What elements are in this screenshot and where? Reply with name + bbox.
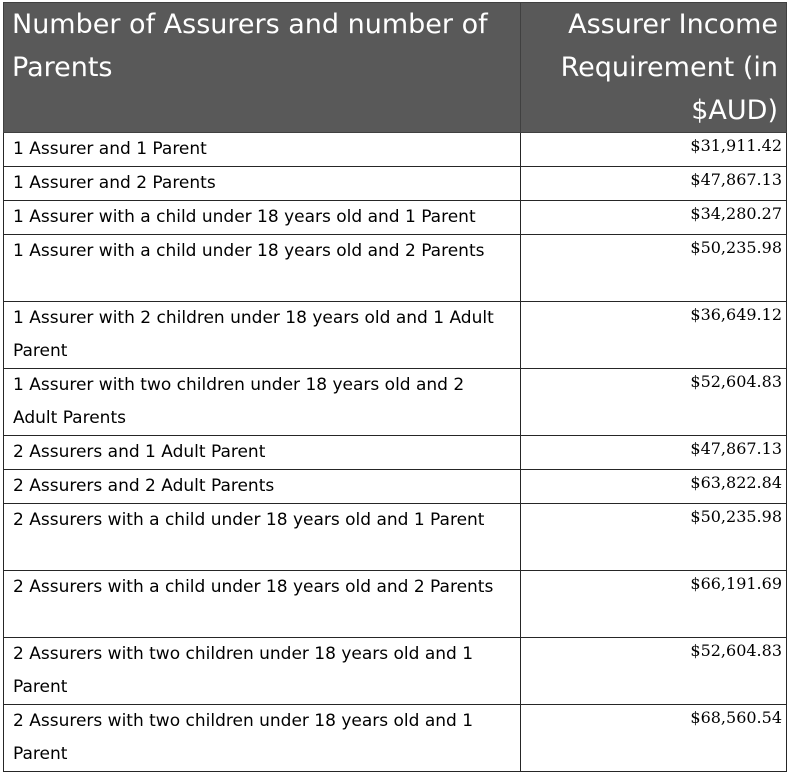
row-amount: $47,867.13	[521, 436, 787, 470]
table-row	[4, 302, 787, 369]
row-amount: $63,822.84	[521, 470, 787, 504]
row-label: 1 Assurer with two children under 18 years old and 2 Adult Parents	[4, 369, 521, 436]
row-label: 2 Assurers with two children under 18 years old and 1 Parent	[4, 638, 521, 705]
row-label: 2 Assurers with a child under 18 years old and 1 Parent	[4, 504, 521, 571]
row-amount: $36,649.12	[521, 302, 787, 369]
header-row	[4, 3, 787, 133]
table-row	[4, 504, 787, 571]
row-label: 2 Assurers and 2 Adult Parents	[4, 470, 521, 504]
row-amount: $47,867.13	[521, 167, 787, 201]
table-row	[4, 133, 787, 167]
table-header	[4, 3, 787, 133]
row-label: 1 Assurer and 2 Parents	[4, 167, 521, 201]
row-label: 1 Assurer with a child under 18 years old and 2 Parents	[4, 235, 521, 302]
row-amount: $50,235.98	[521, 235, 787, 302]
table-row	[4, 201, 787, 235]
header-assurers-parents: Number of Assurers and number of Parents	[4, 3, 521, 133]
row-amount: $52,604.83	[521, 369, 787, 436]
row-amount: $31,911.42	[521, 133, 787, 167]
table-row	[4, 470, 787, 504]
table-row	[4, 638, 787, 705]
table-row	[4, 571, 787, 638]
table-row	[4, 705, 787, 772]
row-amount: $68,560.54	[521, 705, 787, 772]
income-requirement-table	[3, 2, 787, 772]
row-label: 2 Assurers with two children under 18 years old and 1 Parent	[4, 705, 521, 772]
row-label: 1 Assurer and 1 Parent	[4, 133, 521, 167]
table-body	[4, 133, 787, 772]
row-amount: $50,235.98	[521, 504, 787, 571]
row-label: 2 Assurers with a child under 18 years old and 2 Parents	[4, 571, 521, 638]
income-requirement-table-container	[3, 2, 787, 772]
header-income-requirement: Assurer Income Requirement (in $AUD)	[521, 3, 787, 133]
table-row	[4, 369, 787, 436]
table-row	[4, 436, 787, 470]
row-label: 1 Assurer with 2 children under 18 years old and 1 Adult Parent	[4, 302, 521, 369]
row-amount: $34,280.27	[521, 201, 787, 235]
table-row	[4, 167, 787, 201]
row-label: 1 Assurer with a child under 18 years old and 1 Parent	[4, 201, 521, 235]
row-amount: $66,191.69	[521, 571, 787, 638]
row-label: 2 Assurers and 1 Adult Parent	[4, 436, 521, 470]
row-amount: $52,604.83	[521, 638, 787, 705]
table-row	[4, 235, 787, 302]
